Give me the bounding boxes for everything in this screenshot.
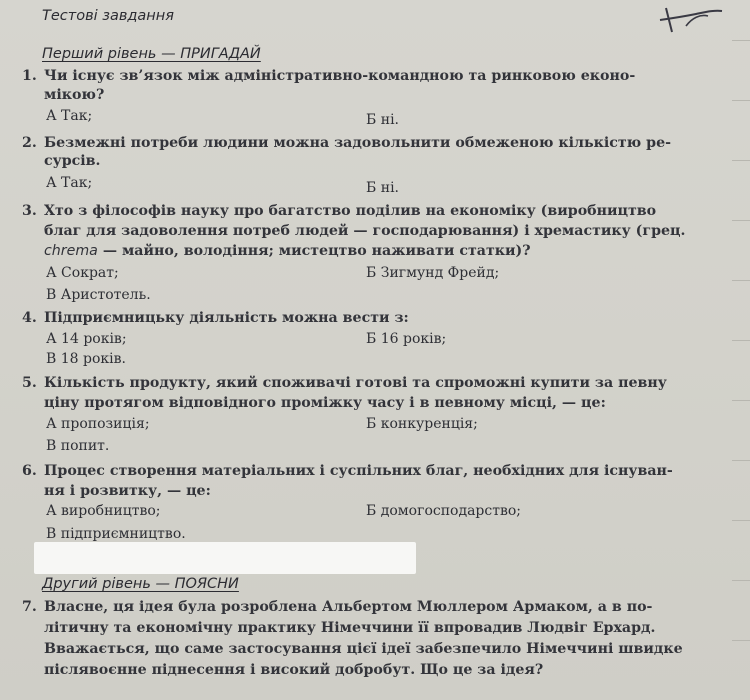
option-c: В попит. (46, 438, 110, 454)
question-number: 5. (22, 375, 37, 391)
option-b: Б Зигмунд Фрейд; (366, 265, 500, 281)
question-text: Безмежні потреби людини можна задовольнити обмеженою кількістю ре- (44, 135, 672, 151)
option-c: В підприємництво. (46, 526, 186, 542)
question-text: Чи існує зв’язок між адміністративно-командною та ринковою еконо- (44, 68, 636, 84)
question-number: 4. (22, 310, 37, 326)
paper-highlight-strip (34, 542, 416, 574)
question-number: 2. (22, 135, 37, 151)
question-text: Хто з філософів науку про багатство поділив на економіку (виробництво (44, 203, 657, 219)
question-number: 7. (22, 599, 37, 615)
level-2-title: Другий рівень — ПОЯСНИ (42, 576, 239, 592)
question-text-cont: післявоєнне піднесення і високий добробут. Що це за ідея? (44, 662, 544, 678)
question-text: Підприємницьку діяльність можна вести з: (44, 310, 409, 326)
option-b: Б ні. (366, 112, 399, 128)
level-1-title: Перший рівень — ПРИГАДАЙ (42, 46, 261, 62)
greek-term: chrema (44, 243, 98, 259)
handwritten-mark (656, 2, 726, 36)
question-text-cont: сурсів. (44, 153, 101, 169)
option-a: А виробництво; (46, 503, 161, 519)
option-a: А пропозиція; (46, 416, 150, 432)
question-text: Кількість продукту, який споживачі готові та спроможні купити за певну (44, 375, 667, 391)
question-7 (22, 598, 652, 616)
question-2 (22, 134, 671, 152)
question-4 (22, 309, 409, 327)
option-a: А Так; (46, 108, 93, 124)
option-b: Б конкуренція; (366, 416, 478, 432)
question-number: 3. (22, 203, 37, 219)
question-text-cont: ня і розвитку, — це: (44, 483, 211, 499)
question-text-cont: літичну та економічну практику Німеччини її впровадив Людвіг Ерхард. (44, 620, 656, 636)
option-c: В Аристотель. (46, 287, 151, 303)
question-3 (22, 202, 656, 220)
question-text-cont: благ для задоволення потреб людей — господарювання) і хремастику (грец. (44, 223, 686, 239)
option-a: А 14 років; (46, 331, 127, 347)
question-1 (22, 67, 635, 85)
question-text: Власне, ця ідея була розроблена Альбертом Мюллером Армаком, а в по- (44, 599, 653, 615)
option-c: В 18 років. (46, 351, 126, 367)
question-6 (22, 462, 673, 480)
question-text: Процес створення матеріальних і суспільних благ, необхідних для існуван- (44, 463, 673, 479)
option-b: Б ні. (366, 180, 399, 196)
section-title: Тестові завдання (42, 8, 174, 24)
option-a: А Так; (46, 175, 93, 191)
question-5 (22, 374, 667, 392)
option-b: Б домогосподарство; (366, 503, 522, 519)
question-text-cont: Вважається, що саме застосування цієї ідеї забезпечило Німеччині швидке (44, 641, 683, 657)
option-b: Б 16 років; (366, 331, 447, 347)
question-text-cont: мікою? (44, 87, 105, 103)
option-a: А Сократ; (46, 265, 119, 281)
question-text-cont: ціну протягом відповідного проміжку часу і в певному місці, — це: (44, 395, 606, 411)
question-number: 6. (22, 463, 37, 479)
question-text-cont: chrema — майно, володіння; мистецтво наживати статки)? (44, 243, 531, 259)
question-number: 1. (22, 68, 37, 84)
